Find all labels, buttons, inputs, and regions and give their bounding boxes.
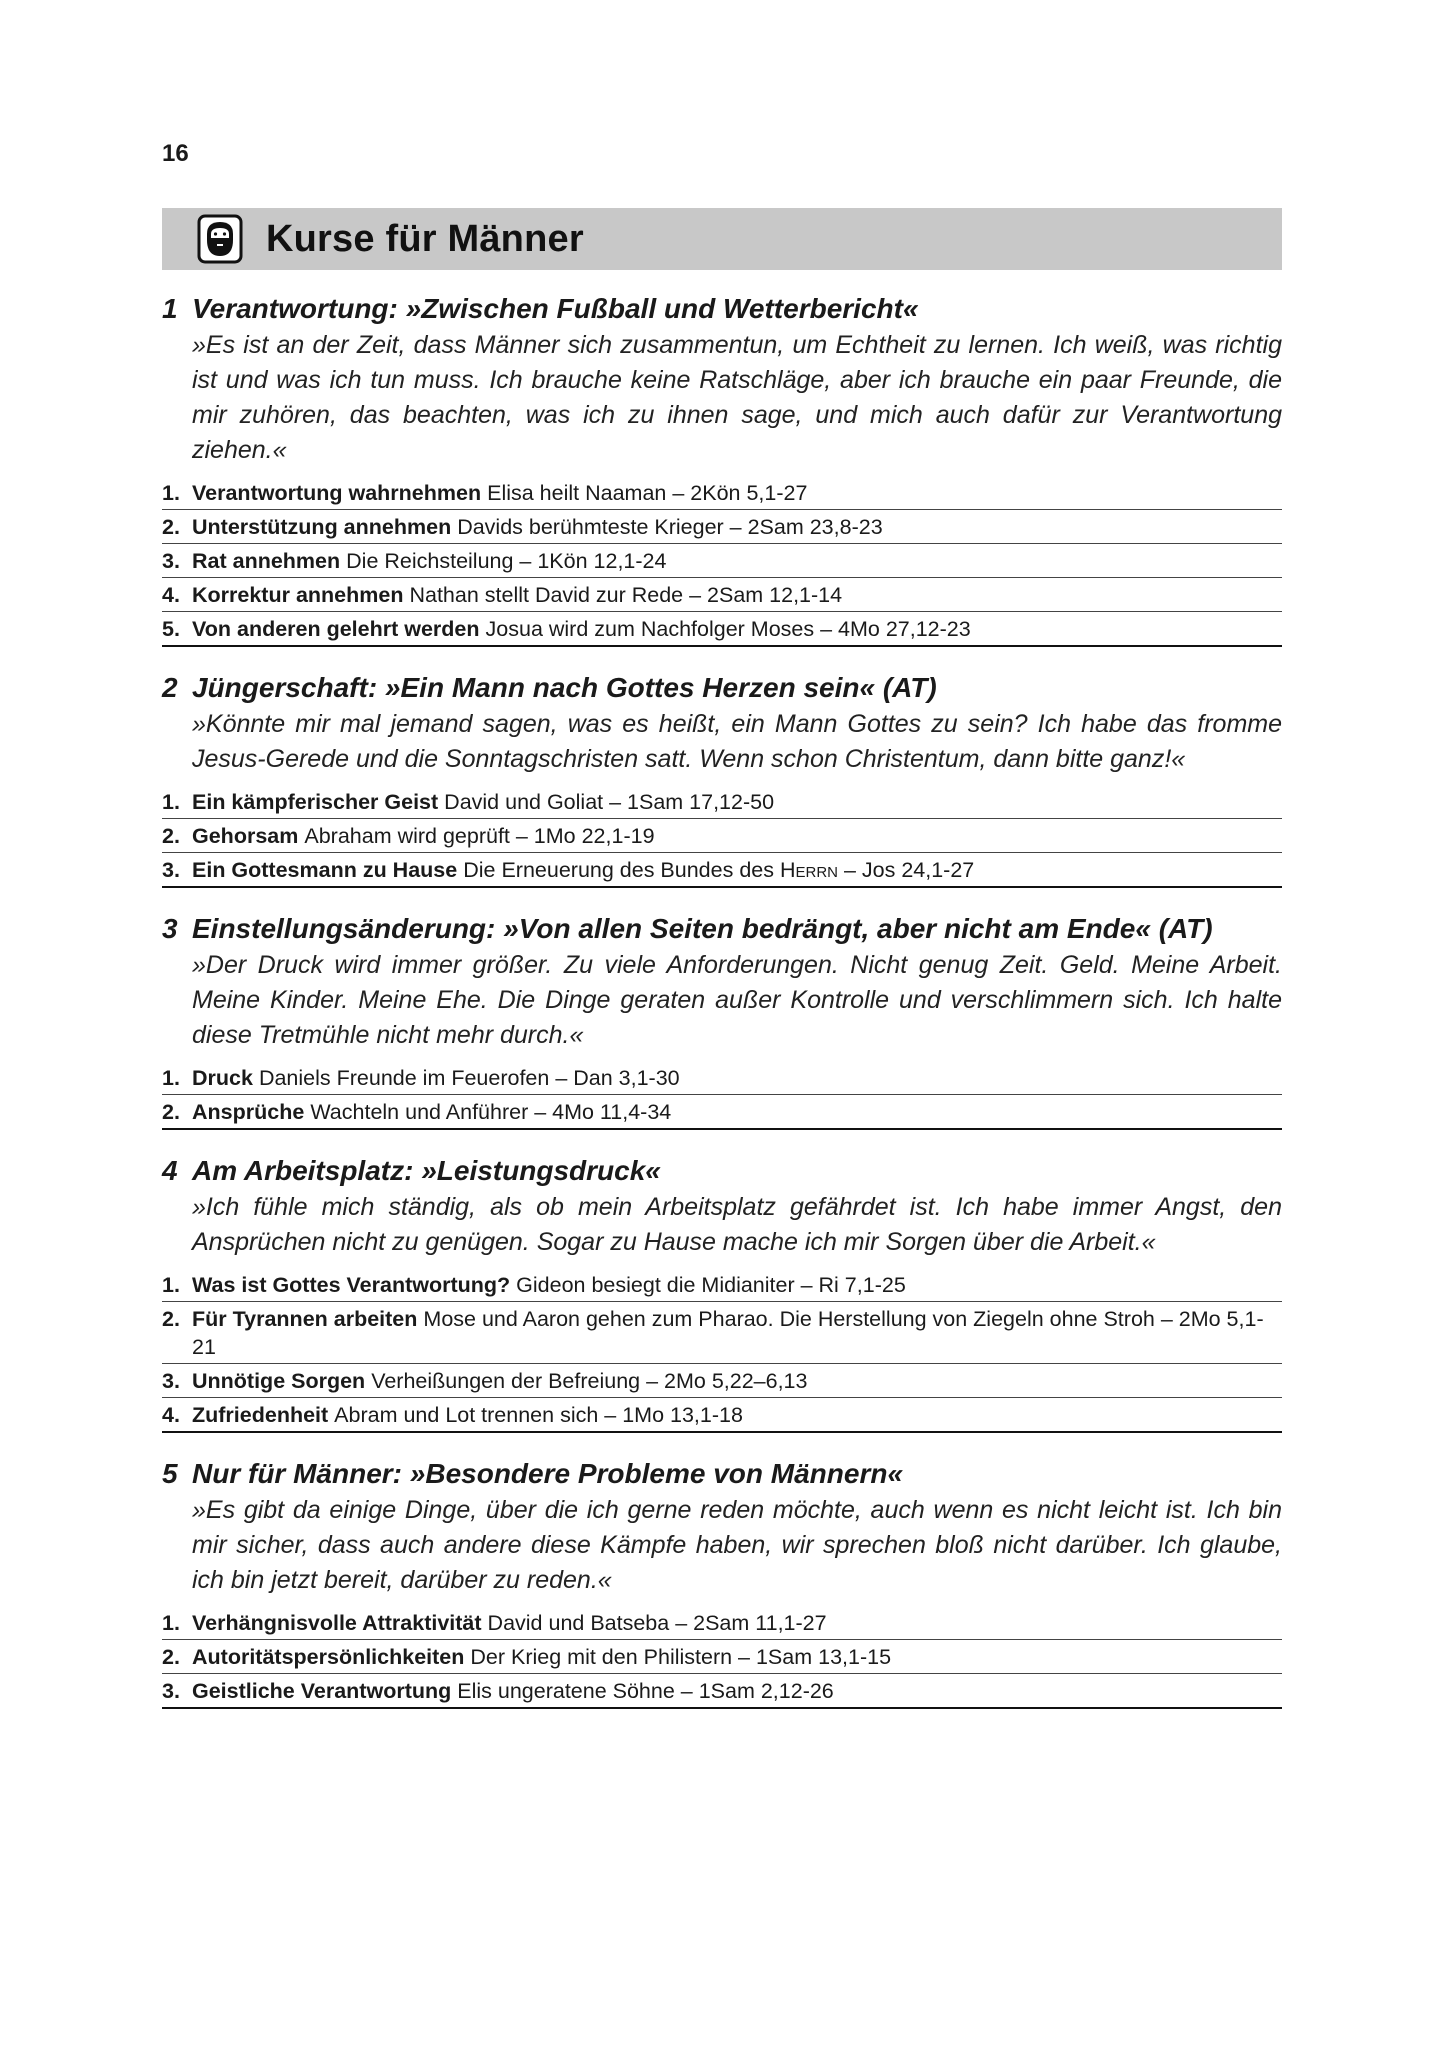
lesson-row bbox=[162, 544, 1282, 578]
lesson-text: Davids berühmteste Krieger – 2Sam 23,8-23 bbox=[457, 515, 883, 539]
course-5 bbox=[162, 1455, 1282, 1709]
page-title: Kurse für Männer bbox=[266, 217, 584, 260]
lesson-number: 1. bbox=[162, 790, 180, 814]
lesson-title: Verantwortung wahrnehmen bbox=[192, 481, 482, 505]
lesson-text-smallcaps: Herrn bbox=[779, 858, 838, 882]
course-title: Jüngerschaft: »Ein Mann nach Gottes Herzen sein« (AT) bbox=[192, 672, 937, 703]
lesson-title: Ein kämpferischer Geist bbox=[192, 790, 439, 814]
course-title: Am Arbeitsplatz: »Leistungsdruck« bbox=[192, 1155, 661, 1186]
lesson-text: Abraham wird geprüft – 1Mo 22,1-19 bbox=[304, 824, 655, 848]
course-heading bbox=[162, 669, 1282, 707]
lesson-text: Josua wird zum Nachfolger Moses – 4Mo 27,12-23 bbox=[485, 617, 971, 641]
lesson-title: Von anderen gelehrt werden bbox=[192, 617, 480, 641]
lesson-row bbox=[162, 510, 1282, 544]
lesson-text: Die Reichsteilung – 1Kön 12,1-24 bbox=[346, 549, 667, 573]
lesson-number: 3. bbox=[162, 1679, 180, 1703]
lesson-row bbox=[162, 1302, 1282, 1364]
lesson-text: Elisa heilt Naaman – 2Kön 5,1-27 bbox=[487, 481, 808, 505]
lesson-number: 4. bbox=[162, 583, 180, 607]
lesson-text: Elis ungeratene Söhne – 1Sam 2,12-26 bbox=[457, 1679, 834, 1703]
lesson-title: Was ist Gottes Verantwortung? bbox=[192, 1273, 511, 1297]
course-heading bbox=[162, 1152, 1282, 1190]
lesson-title: Verhängnisvolle Attraktivität bbox=[192, 1611, 482, 1635]
lesson-row bbox=[162, 1674, 1282, 1707]
lesson-row bbox=[162, 819, 1282, 853]
course-title: Einstellungsänderung: »Von allen Seiten bedrängt, aber nicht am Ende« (AT) bbox=[192, 913, 1213, 944]
lesson-number: 2. bbox=[162, 824, 180, 848]
course-title: Verantwortung: »Zwischen Fußball und Wetterbericht« bbox=[192, 293, 919, 324]
course-quote: »Der Druck wird immer größer. Zu viele Anforderungen. Nicht genug Zeit. Geld. Meine Arbeit. Meine Kinder. Meine Ehe. Die Dinge geraten außer Kontrolle und verschlimmern sich. Ich halte diese Tretmühle nicht mehr durch.« bbox=[192, 951, 1282, 1049]
lesson-title: Ein Gottesmann zu Hause bbox=[192, 858, 458, 882]
course-1 bbox=[162, 290, 1282, 647]
lesson-number: 3. bbox=[162, 549, 180, 573]
lesson-number: 1. bbox=[162, 1273, 180, 1297]
lesson-number: 1. bbox=[162, 1611, 180, 1635]
lesson-title: Druck bbox=[192, 1066, 253, 1090]
course-number: 3 bbox=[162, 913, 178, 944]
lesson-text: Verheißungen der Befreiung – 2Mo 5,22–6,13 bbox=[371, 1369, 808, 1393]
lesson-title: Unterstützung annehmen bbox=[192, 515, 452, 539]
lesson-number: 2. bbox=[162, 1100, 180, 1124]
course-quote: »Könnte mir mal jemand sagen, was es heißt, ein Mann Gottes zu sein? Ich habe das fromme Jesus-Gerede und die Sonntagschristen satt. Wenn schon Christentum, dann bitte ganz!« bbox=[192, 710, 1282, 773]
lesson-text: Der Krieg mit den Philistern – 1Sam 13,1-15 bbox=[470, 1645, 892, 1669]
lesson-text: Wachteln und Anführer – 4Mo 11,4-34 bbox=[310, 1100, 672, 1124]
lesson-number: 4. bbox=[162, 1403, 180, 1427]
section-banner bbox=[162, 208, 1282, 270]
lesson-text: Nathan stellt David zur Rede – 2Sam 12,1-14 bbox=[409, 583, 843, 607]
lesson-title: Geistliche Verantwortung bbox=[192, 1679, 452, 1703]
lesson-text: Daniels Freunde im Feuerofen – Dan 3,1-30 bbox=[258, 1066, 680, 1090]
lesson-text: Gideon besiegt die Midianiter – Ri 7,1-25 bbox=[516, 1273, 906, 1297]
course-2 bbox=[162, 669, 1282, 888]
lesson-text-part: – Jos 24,1-27 bbox=[838, 858, 975, 882]
course-number: 1 bbox=[162, 293, 178, 324]
lesson-list bbox=[162, 476, 1282, 647]
lesson-row bbox=[162, 476, 1282, 510]
lesson-number: 3. bbox=[162, 858, 180, 882]
lesson-row bbox=[162, 1095, 1282, 1128]
lesson-title: Zufriedenheit bbox=[192, 1403, 329, 1427]
lesson-list bbox=[162, 1268, 1282, 1433]
lesson-row bbox=[162, 785, 1282, 819]
lesson-row bbox=[162, 1606, 1282, 1640]
lesson-title: Gehorsam bbox=[192, 824, 299, 848]
page-number: 16 bbox=[162, 140, 189, 167]
lesson-text: Mose und Aaron gehen zum Pharao. Die Herstellung von Ziegeln ohne Stroh – 2Mo 5,1-21 bbox=[192, 1307, 1264, 1359]
course-4 bbox=[162, 1152, 1282, 1433]
lesson-number: 1. bbox=[162, 481, 180, 505]
lesson-number: 3. bbox=[162, 1369, 180, 1393]
lesson-number: 1. bbox=[162, 1066, 180, 1090]
lesson-text: Abram und Lot trennen sich – 1Mo 13,1-18 bbox=[334, 1403, 743, 1427]
lesson-row bbox=[162, 1364, 1282, 1398]
course-3 bbox=[162, 910, 1282, 1130]
lesson-text: David und Batseba – 2Sam 11,1-27 bbox=[487, 1611, 827, 1635]
lesson-row bbox=[162, 1640, 1282, 1674]
course-quote: »Es ist an der Zeit, dass Männer sich zusammentun, um Echtheit zu lernen. Ich weiß, was richtig ist und was ich tun muss. Ich brauche keine Ratschläge, aber ich brauche ein paar Freunde, die mir zuhören, das beachten, was ich zu ihnen sage, und mich auch dafür zur Verantwortung ziehen.« bbox=[192, 331, 1282, 464]
lesson-title: Autoritätspersönlichkeiten bbox=[192, 1645, 465, 1669]
lesson-row bbox=[162, 578, 1282, 612]
lesson-row bbox=[162, 1061, 1282, 1095]
lesson-row bbox=[162, 853, 1282, 886]
lesson-number: 2. bbox=[162, 1645, 180, 1669]
courses-list bbox=[162, 290, 1282, 1731]
lesson-text-part: Die Erneuerung des Bundes des bbox=[463, 858, 780, 882]
lesson-number: 2. bbox=[162, 1307, 180, 1331]
lesson-row bbox=[162, 1398, 1282, 1431]
lesson-text bbox=[463, 858, 974, 882]
course-heading bbox=[162, 1455, 1282, 1493]
lesson-title: Unnötige Sorgen bbox=[192, 1369, 366, 1393]
lesson-text: David und Goliat – 1Sam 17,12-50 bbox=[444, 790, 775, 814]
lesson-title: Rat annehmen bbox=[192, 549, 341, 573]
course-quote: »Es gibt da einige Dinge, über die ich gerne reden möchte, auch wenn es nicht leicht ist. Ich bin mir sicher, dass auch andere diese Kämpfe haben, wir sprechen bloß nicht darüber. Ich glaube, ich bin jetzt bereit, darüber zu reden.« bbox=[192, 1496, 1282, 1594]
lesson-row bbox=[162, 612, 1282, 645]
lesson-number: 5. bbox=[162, 617, 180, 641]
lesson-number: 2. bbox=[162, 515, 180, 539]
lesson-title: Korrektur annehmen bbox=[192, 583, 404, 607]
lesson-list bbox=[162, 785, 1282, 888]
bearded-man-icon bbox=[194, 213, 246, 265]
lesson-title: Für Tyrannen arbeiten bbox=[192, 1307, 418, 1331]
lesson-list bbox=[162, 1061, 1282, 1130]
lesson-list bbox=[162, 1606, 1282, 1709]
course-heading bbox=[162, 910, 1282, 948]
lesson-title: Ansprüche bbox=[192, 1100, 305, 1124]
course-heading bbox=[162, 290, 1282, 328]
course-number: 5 bbox=[162, 1458, 178, 1489]
course-title: Nur für Männer: »Besondere Probleme von Männern« bbox=[192, 1458, 904, 1489]
course-quote: »Ich fühle mich ständig, als ob mein Arbeitsplatz gefährdet ist. Ich habe immer Angst, den Ansprüchen nicht zu genügen. Sogar zu Hause mache ich mir Sorgen über die Arbeit.« bbox=[192, 1193, 1282, 1256]
course-number: 2 bbox=[162, 672, 178, 703]
lesson-row bbox=[162, 1268, 1282, 1302]
course-number: 4 bbox=[162, 1155, 178, 1186]
